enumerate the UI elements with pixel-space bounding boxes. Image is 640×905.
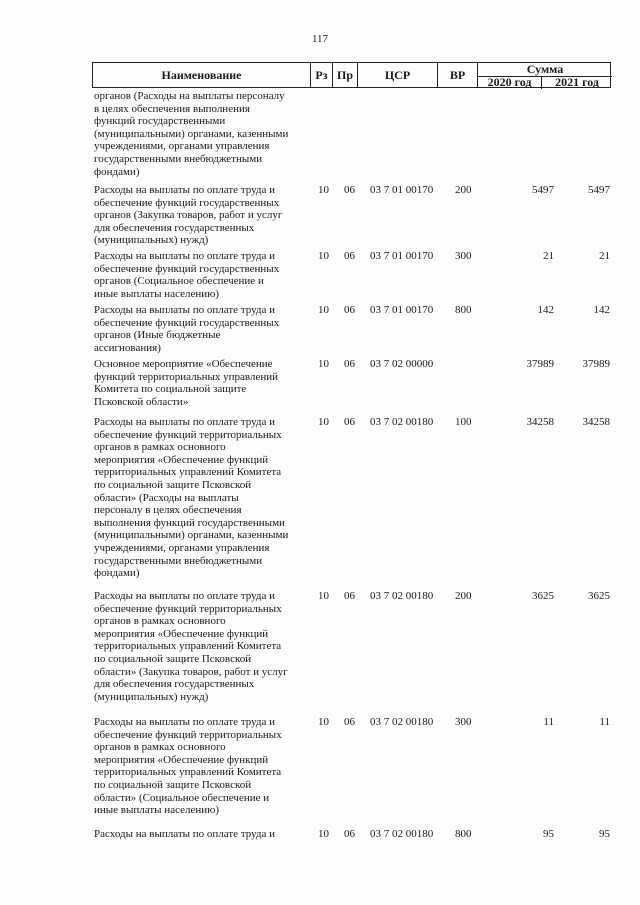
header-year-2021: 2021 год <box>555 75 599 89</box>
cell-s2021: 3625 <box>588 590 610 602</box>
row-name <box>94 828 306 841</box>
header-csr: ЦСР <box>358 63 438 87</box>
cell-rz: 10 <box>318 304 329 316</box>
header-year-2020: 2020 год <box>478 76 542 89</box>
row-name <box>94 90 306 178</box>
cell-vr: 200 <box>455 184 472 196</box>
cell-csr: 03 7 02 00000 <box>370 358 434 370</box>
cell-s2021: 142 <box>593 304 610 316</box>
row-name-line: Расходы на выплаты по оплате труда и <box>94 304 276 316</box>
cell-pr: 06 <box>344 184 355 196</box>
page-number: 117 <box>311 33 329 45</box>
row-name-line: Расходы на выплаты по оплате труда и <box>94 590 276 602</box>
cell-s2021: 37989 <box>582 358 610 370</box>
row-name-line: Расходы на выплаты по оплате труда и <box>94 416 276 428</box>
row-name-line: органов в рамках основного <box>94 441 226 454</box>
row-name-line: по социальной защите Псковской <box>94 478 252 491</box>
row-name <box>94 250 306 300</box>
row-name-line: обеспечение функций государственных <box>94 196 280 209</box>
row-name-line: для обеспечения государственных <box>94 678 255 691</box>
cell-rz: 10 <box>318 590 329 602</box>
header-vr: ВР <box>438 63 478 87</box>
cell-pr: 06 <box>344 250 355 262</box>
row-name-line: государственными внебюджетными <box>94 554 263 567</box>
row-name-line: обеспечение функций территориальных <box>94 602 282 615</box>
cell-csr: 03 7 02 00180 <box>370 590 434 602</box>
row-name-line: функций территориальных управлений <box>94 370 278 383</box>
cell-csr: 03 7 01 00170 <box>370 304 434 316</box>
row-name-line: органов (Иные бюджетные <box>94 329 221 342</box>
row-name-line: мероприятия «Обеспечение функций <box>94 753 269 766</box>
row-name <box>94 358 306 408</box>
row-name-line: учреждениями, органами управления <box>94 140 270 153</box>
row-name-line: по социальной защите Псковской <box>94 778 252 791</box>
header-sum-title: Сумма <box>478 63 612 77</box>
row-name-line: обеспечение функций территориальных <box>94 728 282 741</box>
row-name-line: (муниципальных) нужд) <box>94 234 209 247</box>
cell-pr: 06 <box>344 416 355 428</box>
cell-pr: 06 <box>344 358 355 370</box>
cell-s2020: 37989 <box>526 358 554 370</box>
table-header <box>92 62 611 88</box>
row-name <box>94 590 306 703</box>
cell-s2021: 21 <box>599 250 610 262</box>
row-name-line: иные выплаты населению) <box>94 804 219 817</box>
row-name-line: (муниципальными) органами, казенными <box>94 529 289 542</box>
row-name-line: мероприятия «Обеспечение функций <box>94 627 269 640</box>
cell-csr: 03 7 02 00180 <box>370 828 434 840</box>
cell-s2020: 34258 <box>526 416 554 428</box>
cell-pr: 06 <box>344 304 355 316</box>
cell-s2021: 11 <box>599 716 610 728</box>
row-name-line: выполнения функций государственными <box>94 516 285 529</box>
row-name-line: органов в рамках основного <box>94 741 226 754</box>
row-name-line: Расходы на выплаты по оплате труда и <box>94 828 276 840</box>
row-name-line: Расходы на выплаты по оплате труда и <box>94 716 276 728</box>
row-name-line: Псковской области» <box>94 395 189 408</box>
cell-rz: 10 <box>318 250 329 262</box>
header-sum <box>478 63 612 87</box>
cell-s2020: 21 <box>543 250 554 262</box>
cell-s2021: 5497 <box>588 184 610 196</box>
cell-csr: 03 7 02 00180 <box>370 716 434 728</box>
cell-rz: 10 <box>318 416 329 428</box>
row-name-line: обеспечение функций государственных <box>94 262 280 275</box>
row-name <box>94 716 306 817</box>
row-name <box>94 416 306 580</box>
row-name-line: учреждениями, органами управления <box>94 541 270 554</box>
cell-vr: 100 <box>455 416 472 428</box>
cell-s2021: 95 <box>599 828 610 840</box>
cell-vr: 800 <box>455 828 472 840</box>
row-name-line: ассигнования) <box>94 341 161 354</box>
cell-rz: 10 <box>318 828 329 840</box>
row-name-line: государственными внебюджетными <box>94 152 263 165</box>
cell-rz: 10 <box>318 358 329 370</box>
cell-s2020: 11 <box>543 716 554 728</box>
row-name-line: области» (Закупка товаров, работ и услуг <box>94 665 288 678</box>
row-name-line: Основное мероприятие «Обеспечение <box>94 358 273 370</box>
cell-pr: 06 <box>344 716 355 728</box>
row-name <box>94 304 306 354</box>
row-name-line: (муниципальных) нужд) <box>94 690 209 703</box>
row-name-line: для обеспечения государственных <box>94 221 255 234</box>
cell-csr: 03 7 01 00170 <box>370 250 434 262</box>
cell-s2020: 3625 <box>532 590 554 602</box>
row-name-line: области» (Социальное обеспечение и <box>94 791 270 804</box>
row-name-line: функций государственными <box>94 115 226 128</box>
cell-csr: 03 7 01 00170 <box>370 184 434 196</box>
cell-vr: 300 <box>455 250 472 262</box>
row-name-line: области» (Расходы на выплаты <box>94 491 239 504</box>
row-name-line: органов (Социальное обеспечение и <box>94 275 264 288</box>
row-name-line: в целях обеспечения выполнения <box>94 102 250 115</box>
cell-pr: 06 <box>344 590 355 602</box>
row-name-line: органов (Закупка товаров, работ и услуг <box>94 209 283 222</box>
row-name-line: обеспечение функций территориальных <box>94 428 282 441</box>
row-name-line: фондами) <box>94 165 140 178</box>
row-name-line: (муниципальными) органами, казенными <box>94 127 289 140</box>
cell-s2021: 34258 <box>582 416 610 428</box>
row-name-line: персоналу в целях обеспечения <box>94 504 242 517</box>
cell-rz: 10 <box>318 716 329 728</box>
cell-vr: 300 <box>455 716 472 728</box>
row-name-line: территориальных управлений Комитета <box>94 640 282 653</box>
row-name-line: органов (Расходы на выплаты персоналу <box>94 90 285 102</box>
cell-csr: 03 7 02 00180 <box>370 416 434 428</box>
row-name-line: Расходы на выплаты по оплате труда и <box>94 184 276 196</box>
row-name-line: территориальных управлений Комитета <box>94 466 282 479</box>
row-name-line: территориальных управлений Комитета <box>94 766 282 779</box>
row-name-line: органов в рамках основного <box>94 615 226 628</box>
cell-pr: 06 <box>344 828 355 840</box>
row-name-line: фондами) <box>94 567 140 580</box>
cell-rz: 10 <box>318 184 329 196</box>
row-name-line: иные выплаты населению) <box>94 287 219 300</box>
cell-s2020: 5497 <box>532 184 554 196</box>
header-name: Наименование <box>93 63 311 87</box>
row-name-line: Комитета по социальной защите <box>94 383 247 396</box>
cell-s2020: 95 <box>543 828 554 840</box>
row-name-line: мероприятия «Обеспечение функций <box>94 453 269 466</box>
row-name-line: Расходы на выплаты по оплате труда и <box>94 250 276 262</box>
header-rz: Рз <box>311 63 333 87</box>
cell-vr: 800 <box>455 304 472 316</box>
cell-s2020: 142 <box>537 304 554 316</box>
row-name-line: по социальной защите Псковской <box>94 652 252 665</box>
cell-vr: 200 <box>455 590 472 602</box>
row-name-line: обеспечение функций государственных <box>94 316 280 329</box>
row-name <box>94 184 306 247</box>
header-pr: Пр <box>333 63 358 87</box>
